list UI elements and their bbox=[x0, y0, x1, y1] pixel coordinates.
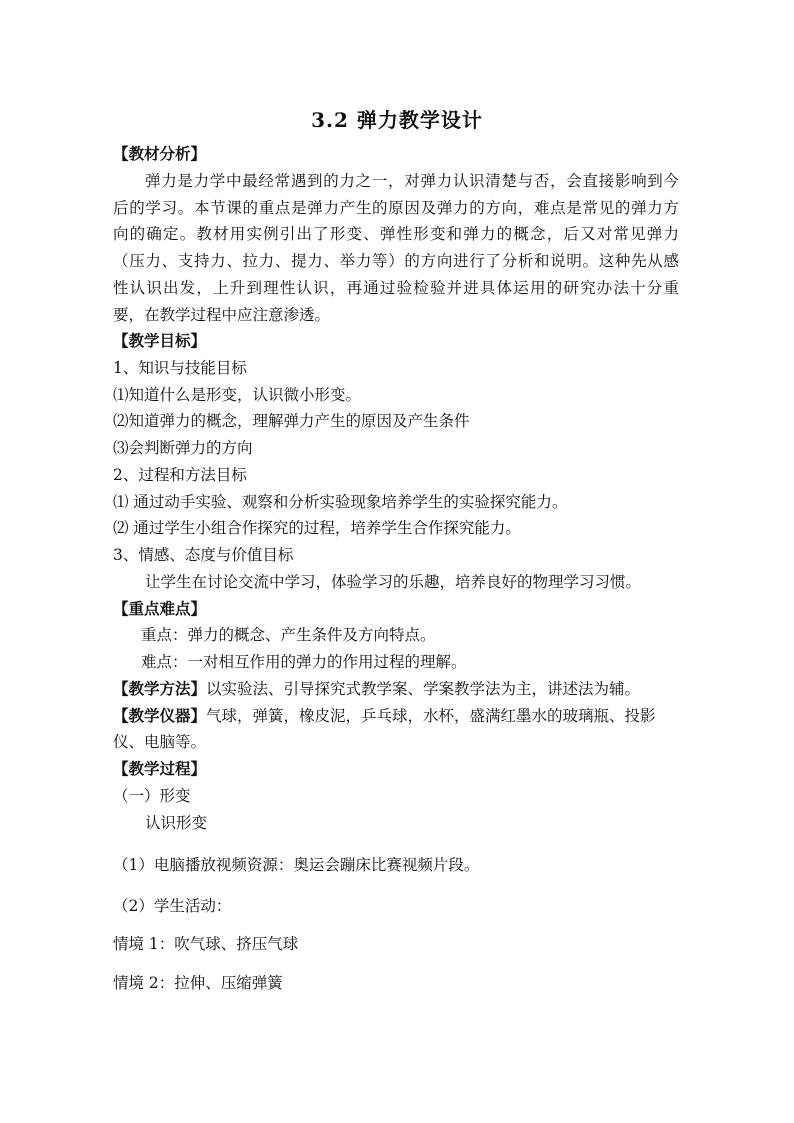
analysis-line-1: 弹力是力学中最经常遇到的力之一，对弹力认识清楚与否，会直接影响到今 bbox=[145, 172, 679, 190]
analysis-line-3: 向的确定。教材用实例引出了形变、弹性形变和弹力的概念，后又对常见弹力 bbox=[113, 225, 679, 243]
goal-item-6: ⑴ 通过动手实验、观察和分析实验现象培养学生的实验探究能力。 bbox=[113, 493, 568, 511]
goal-item-7: ⑵ 通过学生小组合作探究的过程，培养学生合作探究能力。 bbox=[113, 519, 521, 537]
section-heading-analysis: 【教材分析】 bbox=[113, 144, 207, 163]
goal-item-5: 2、过程和方法目标 bbox=[113, 466, 247, 484]
goal-item-2: ⑴知道什么是形变，认识微小形变。 bbox=[113, 386, 362, 404]
section-heading-key-points: 【重点难点】 bbox=[113, 599, 207, 618]
goal-item-3: ⑵知道弹力的概念，理解弹力产生的原因及产生条件 bbox=[113, 412, 470, 430]
instruments-text-1: 气球，弹簧，橡皮泥，乒乓球，水杯，盛满红墨水的玻璃瓶、投影 bbox=[206, 707, 656, 725]
analysis-line-2: 后的学习。本节课的重点是弹力产生的原因及弹力的方向，难点是常见的弹力方 bbox=[113, 199, 679, 217]
goal-item-9: 让学生在讨论交流中学习，体验学习的乐趣，培养良好的物理学习习惯。 bbox=[145, 573, 642, 591]
goal-item-4: ⑶会判断弹力的方向 bbox=[113, 439, 253, 457]
method-text: 以实验法、引导探究式教学案、学案教学法为主，讲述法为辅。 bbox=[206, 680, 641, 698]
analysis-line-5: 性认识出发，上升到理性认识，再通过验检验并进具体运用的研究办法十分重 bbox=[113, 279, 679, 297]
method-line bbox=[113, 677, 640, 699]
goal-item-8: 3、情感、态度与价值目标 bbox=[113, 546, 294, 564]
process-step-2: （2）学生活动： bbox=[113, 897, 232, 915]
difficulty-text: 难点：一对相互作用的弹力的作用过程的理解。 bbox=[141, 653, 467, 671]
instruments-line-1 bbox=[113, 704, 656, 726]
process-scene-1: 情境 1：吹气球、挤压气球 bbox=[113, 935, 299, 953]
section-heading-method: 【教学方法】 bbox=[113, 679, 207, 698]
process-subsection-1: （一）形变 bbox=[113, 787, 191, 805]
process-subsection-1-title: 认识形变 bbox=[145, 814, 208, 832]
section-heading-goals: 【教学目标】 bbox=[113, 331, 207, 350]
document-title: 3.2 弹力教学设计 bbox=[311, 108, 483, 132]
process-scene-2: 情境 2：拉伸、压缩弹簧 bbox=[113, 974, 283, 992]
analysis-line-6: 要，在教学过程中应注意渗透。 bbox=[113, 306, 331, 324]
analysis-line-4: （压力、支持力、拉力、提力、举力等）的方向进行了分析和说明。这种先从感 bbox=[113, 252, 679, 270]
section-heading-process: 【教学过程】 bbox=[113, 759, 207, 778]
key-point-text: 重点：弹力的概念、产生条件及方向特点。 bbox=[141, 626, 436, 644]
process-step-1: （1）电脑播放视频资源：奥运会蹦床比赛视频片段。 bbox=[113, 856, 480, 874]
goal-item-1: 1、知识与技能目标 bbox=[113, 359, 247, 377]
section-heading-instruments: 【教学仪器】 bbox=[113, 706, 207, 725]
instruments-text-2: 仪、电脑等。 bbox=[113, 733, 207, 751]
